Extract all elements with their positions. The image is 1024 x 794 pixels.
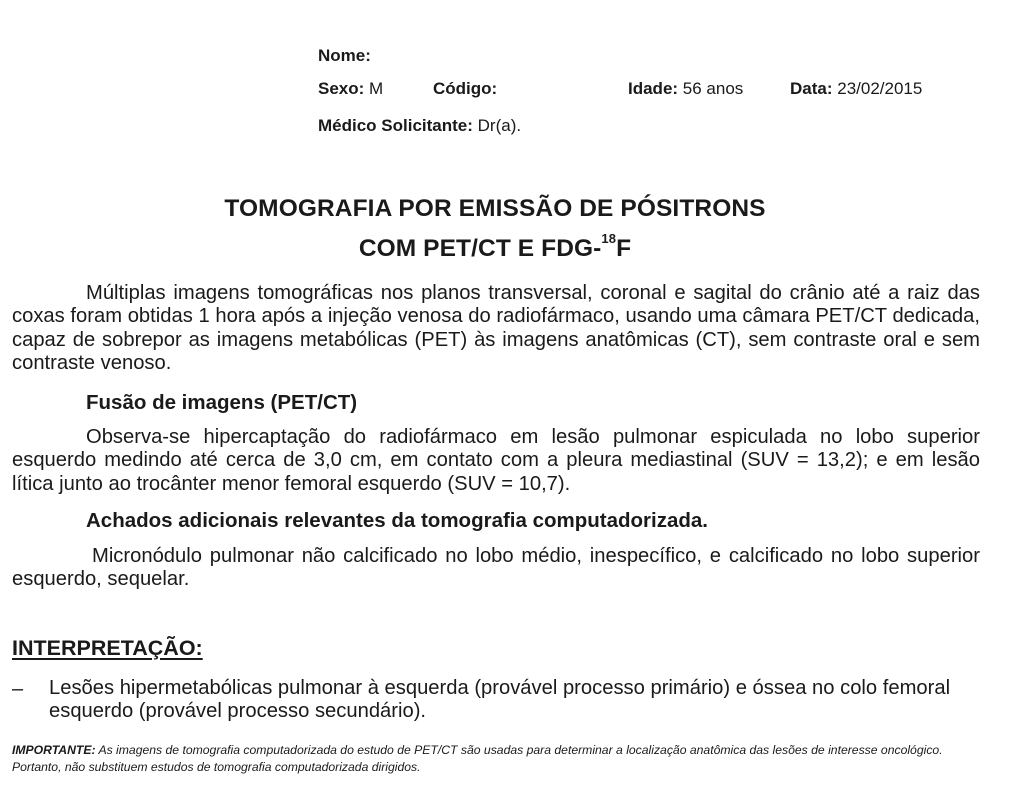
physician-label: Médico Solicitante: xyxy=(318,116,473,135)
interpretation-text: Lesões hipermetabólicas pulmonar à esquerda (provável processo primário) e óssea no colo femoral esquerdo (provável processo secundário). xyxy=(49,677,951,723)
additional-findings-text: Micronódulo pulmonar não calcificado no lobo médio, inespecífico, e calcificado no lobo superior esquerdo, sequelar. xyxy=(12,545,980,591)
name-label: Nome: xyxy=(318,46,371,65)
title-isotope-superscript: 18 xyxy=(601,231,617,246)
important-label: IMPORTANTE: xyxy=(12,743,96,757)
fusion-text: Observa-se hipercaptação do radiofármaco em lesão pulmonar espiculada no lobo superior esquerdo medindo até cerca de 3,0 cm, em contato com a pleura mediastinal (SUV = 13,2); e em lesão lítica junto ao trocânter menor femoral esquerdo (SUV = 10,7). xyxy=(12,426,980,495)
physician-value: Dr(a). xyxy=(477,116,522,135)
age-label: Idade: xyxy=(628,79,679,98)
interpretation-heading: INTERPRETAÇÃO: xyxy=(12,636,203,660)
date-value: 23/02/2015 xyxy=(837,79,923,98)
method-paragraph xyxy=(12,282,980,375)
requesting-physician-row xyxy=(318,116,521,136)
important-text: As imagens de tomografia computadorizada do estudo de PET/CT são usadas para determinar a localização anatômica das lesões de interesse oncológico. Portanto, não substituem estudos de tomografia computadorizada dirigidos. xyxy=(12,743,943,774)
additional-findings-paragraph xyxy=(12,545,980,592)
code-label: Código: xyxy=(433,79,498,98)
fusion-heading: Fusão de imagens (PET/CT) xyxy=(86,391,358,414)
fusion-paragraph xyxy=(12,426,980,496)
interpretation-bullet: – xyxy=(12,678,24,700)
code-field xyxy=(433,79,497,99)
method-text: Múltiplas imagens tomográficas nos planos transversal, coronal e sagital do crânio até a raiz das coxas foram obtidas 1 hora após a injeção venosa do radiofármaco, usando uma câmara PET/CT dedicada, capaz de sobrepor as imagens metabólicas (PET) às imagens anatômicas (CT), sem contraste oral e sem contraste venoso. xyxy=(12,282,980,374)
report-title-line1: TOMOGRAFIA POR EMISSÃO DE PÓSITRONS xyxy=(224,195,766,222)
date-label: Data: xyxy=(790,79,833,98)
age-field xyxy=(628,79,743,99)
sex-label: Sexo: xyxy=(318,79,365,98)
title-line2-main: COM PET/CT E FDG- xyxy=(358,235,602,262)
additional-findings-heading: Achados adicionais relevantes da tomografia computadorizada. xyxy=(86,509,708,532)
patient-name-row xyxy=(318,46,371,66)
sex-value: M xyxy=(369,79,384,98)
important-note xyxy=(12,742,987,776)
age-value: 56 anos xyxy=(682,79,744,98)
sex-field xyxy=(318,79,383,99)
report-title-line2 xyxy=(0,231,990,263)
date-field xyxy=(790,79,922,99)
title-line2-end: F xyxy=(616,235,632,262)
